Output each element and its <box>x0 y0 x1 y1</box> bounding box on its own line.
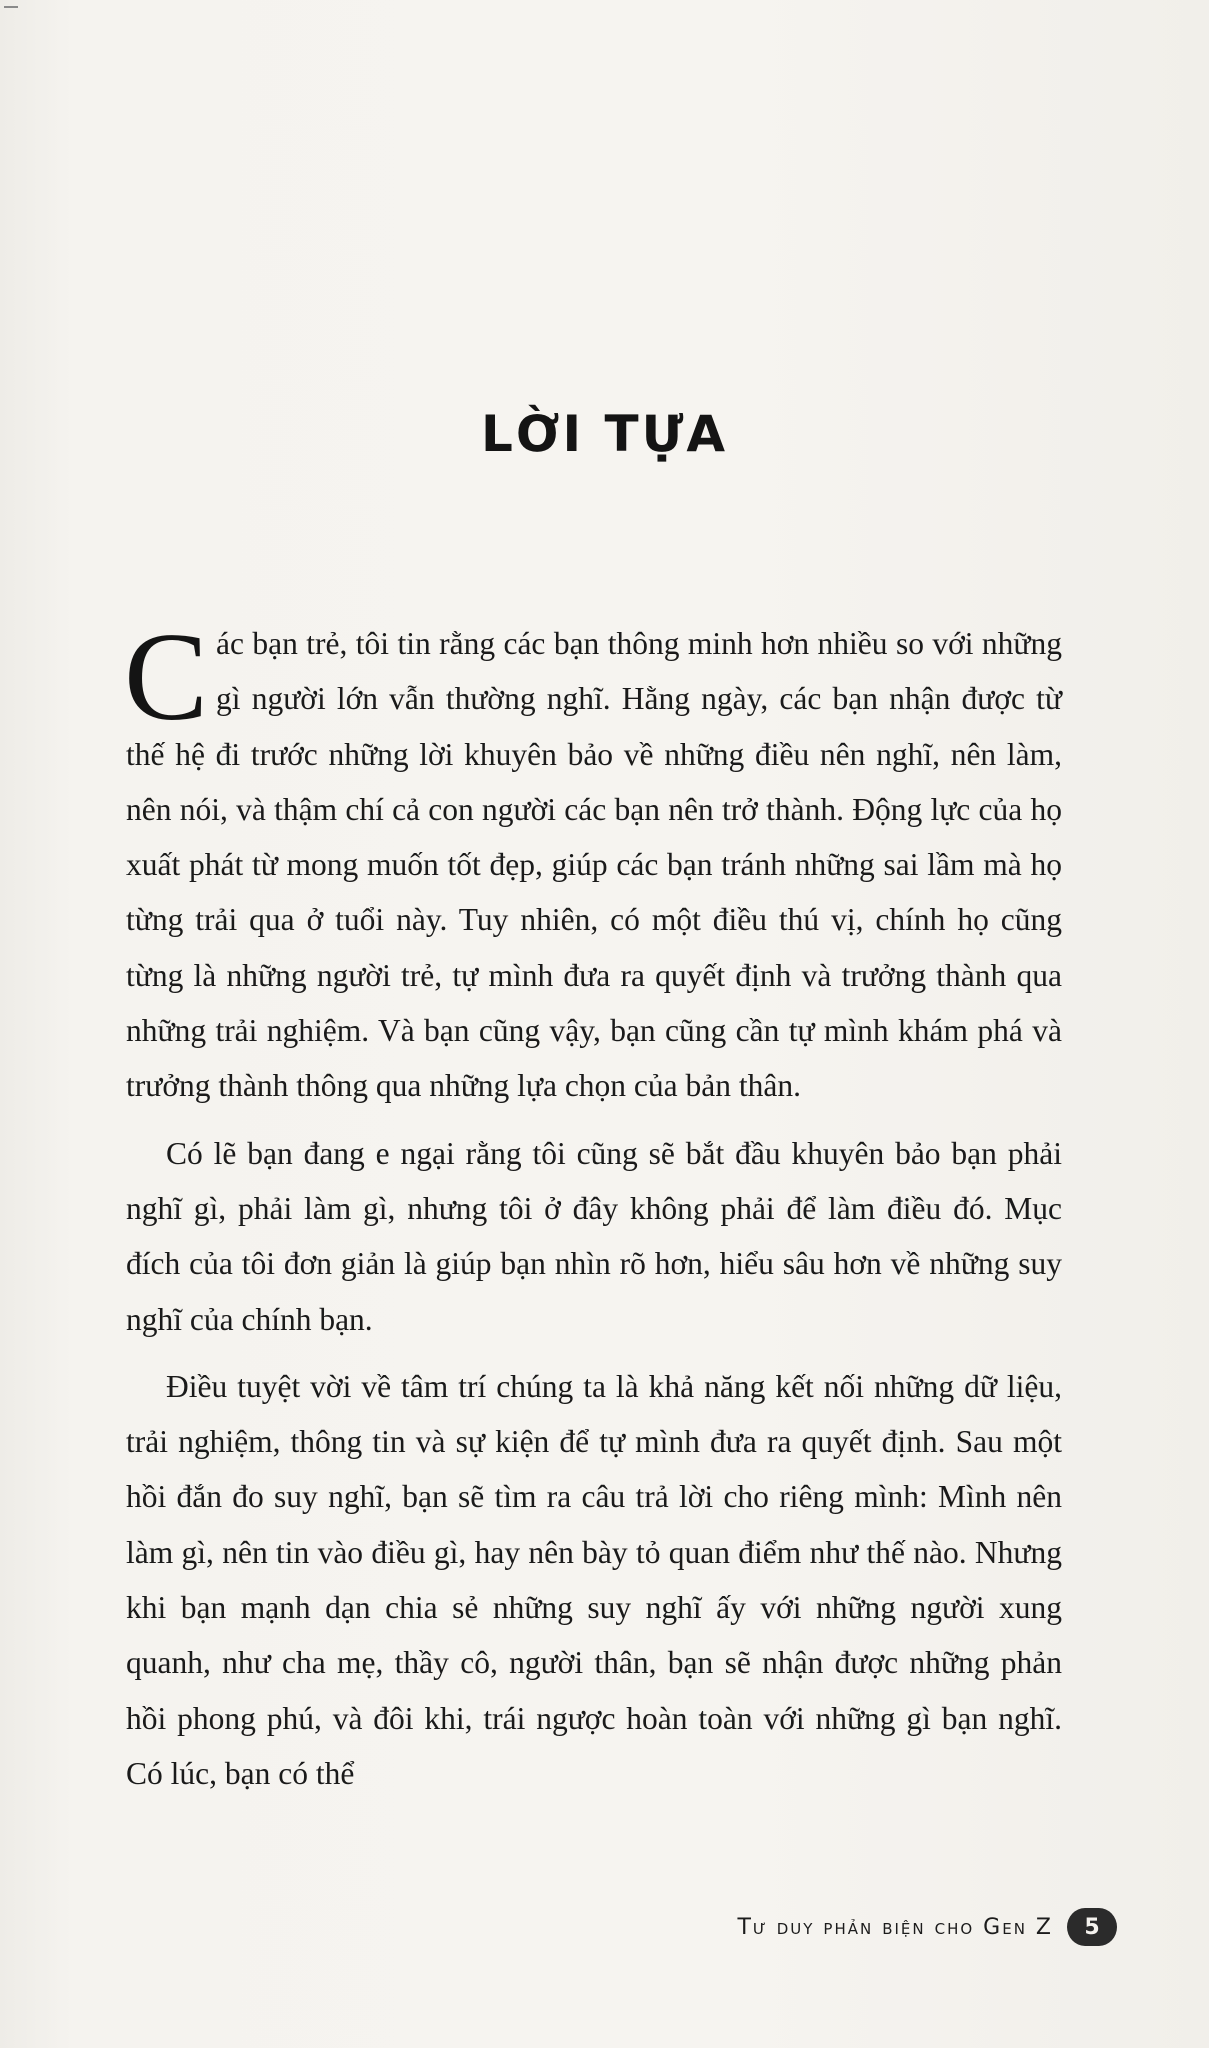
chapter-title: LỜI TỰA <box>480 405 729 463</box>
paragraph-2: Có lẽ bạn đang e ngại rằng tôi cũng sẽ bắt đầu khuyên bảo bạn phải nghĩ gì, phải làm gì, nhưng tôi ở đây không phải để làm điều đó. Mục đích của tôi đơn giản là giúp bạn nhìn rõ hơn, hiểu sâu hơn về những suy nghĩ của chính bạn. <box>126 1135 1062 1337</box>
paragraph-1 <box>124 608 1062 1114</box>
paragraph-3: Điều tuyệt vời về tâm trí chúng ta là khả năng kết nối những dữ liệu, trải nghiệm, thông tin và sự kiện để tự mình đưa ra quyết định. Sau một hồi đắn đo suy nghĩ, bạn sẽ tìm ra câu trả lời cho riêng mình: Mình nên làm gì, nên tin vào điều gì, hay nên bày tỏ quan điểm như thế nào. Nhưng khi bạn mạnh dạn chia sẻ những suy nghĩ ấy với những người xung quanh, như cha mẹ, thầy cô, người thân, bạn sẽ nhận được những phản hồi phong phú, và đôi khi, trái ngược hoàn toàn với những gì bạn nghĩ. Có lúc, bạn có thể <box>126 1368 1062 1791</box>
drop-cap: C <box>124 608 209 747</box>
page-number: 5 <box>1067 1908 1117 1946</box>
running-title: Tư duy phản biện cho Gen Z <box>737 1914 1053 1940</box>
paragraph-1-text: ác bạn trẻ, tôi tin rằng các bạn thông minh hơn nhiều so với những gì người lớn vẫn thường nghĩ. Hằng ngày, các bạn nhận được từ thế hệ đi trước những lời khuyên bảo về những điều nên nghĩ, nên làm, nên nói, và thậm chí cả con người các bạn nên trở thành. Động lực của họ xuất phát từ mong muốn tốt đẹp, giúp các bạn tránh những sai lầm mà họ từng trải qua ở tuổi này. Tuy nhiên, có một điều thú vị, chính họ cũng từng là những người trẻ, tự mình đưa ra quyết định và trưởng thành qua những trải nghiệm. Và bạn cũng vậy, bạn cũng cần tự mình khám phá và trưởng thành thông qua những lựa chọn của bản thân. <box>126 626 1062 1104</box>
page-footer <box>737 1908 1117 1946</box>
body-text <box>124 608 1062 1813</box>
corner-mark <box>4 6 18 8</box>
